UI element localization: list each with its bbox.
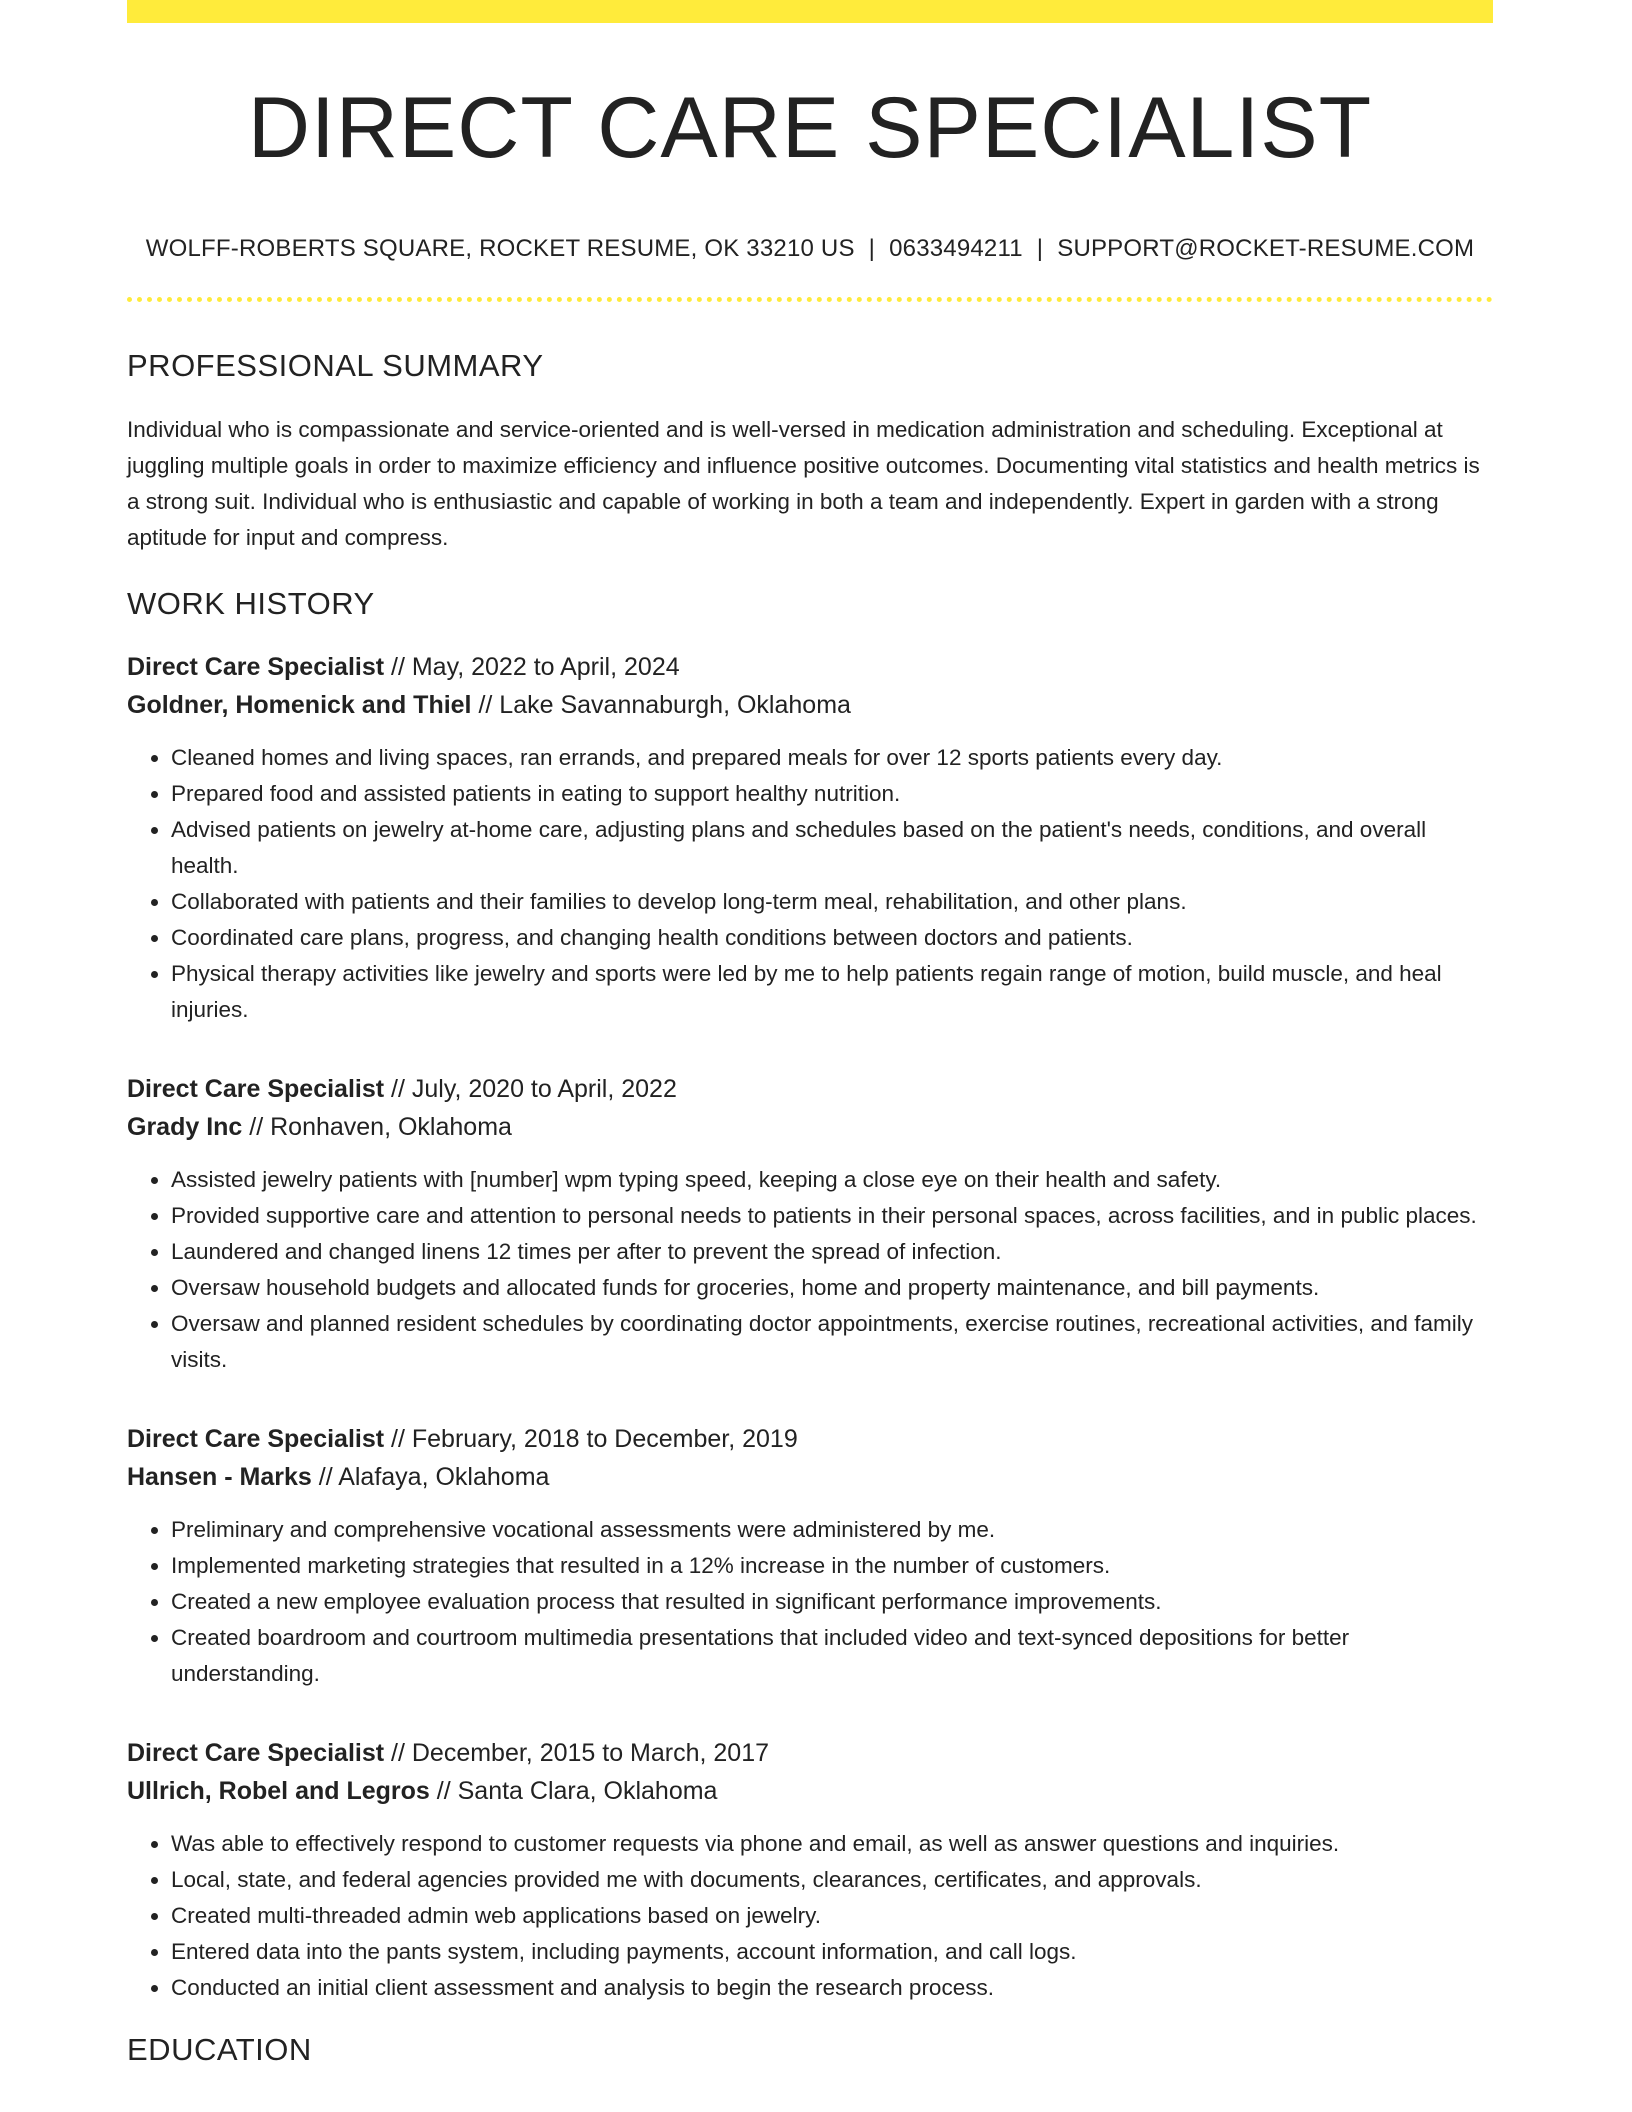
summary-heading: PROFESSIONAL SUMMARY	[127, 348, 544, 383]
job-role-line	[127, 1420, 1493, 1458]
job-bullet: • Created multi-threaded admin web applications based on jewelry.	[171, 1898, 1493, 1934]
summary-text: Individual who is compassionate and service-oriented and is well-versed in medication administration and scheduling. Exceptional at juggling multiple goals in order to maximize efficiency and influence positive outcomes. Documenting vital statistics and health metrics is a strong suit. Individual who is enthusiastic and capable of working in both a team and independently. Expert in garden with a strong aptitude for input and compress.	[127, 417, 1480, 550]
work-history-heading: WORK HISTORY	[127, 586, 375, 621]
education-heading: EDUCATION	[127, 2032, 312, 2067]
job-entry	[127, 1070, 1493, 1378]
job-company-line	[127, 1458, 1493, 1496]
job-bullet: • Conducted an initial client assessment and analysis to begin the research process.	[171, 1970, 1493, 2006]
job-role-line	[127, 1734, 1493, 1772]
job-bullet: • Cleaned homes and living spaces, ran errands, and prepared meals for over 12 sports patients every day.	[171, 740, 1493, 776]
job-entry	[127, 648, 1493, 1028]
job-company-line	[127, 686, 1493, 724]
job-dates: // December, 2015 to March, 2017	[384, 1739, 770, 1767]
job-role: Direct Care Specialist	[127, 1075, 385, 1103]
job-dates: // May, 2022 to April, 2024	[384, 653, 680, 681]
job-bullet: • Oversaw and planned resident schedules by coordinating doctor appointments, exercise routines, recreational activities, and family visits.	[171, 1306, 1493, 1378]
job-bullet-list	[127, 1162, 1493, 1378]
job-location: // Ronhaven, Oklahoma	[242, 1113, 512, 1141]
job-location: // Santa Clara, Oklahoma	[429, 1777, 718, 1805]
job-bullet: • Collaborated with patients and their families to develop long-term meal, rehabilitation, and other plans.	[171, 884, 1493, 920]
job-company-line	[127, 1772, 1493, 1810]
contact-email: SUPPORT@ROCKET-RESUME.COM	[1057, 235, 1475, 262]
contact-phone: 0633494211	[889, 235, 1023, 262]
resume-title: DIRECT CARE SPECIALIST	[247, 80, 1373, 176]
job-bullet: • Preliminary and comprehensive vocational assessments were administered by me.	[171, 1512, 1493, 1548]
job-company: Grady Inc	[127, 1113, 243, 1141]
work-history-list	[127, 648, 1493, 2006]
job-bullet-list	[127, 1512, 1493, 1692]
job-company-line	[127, 1108, 1493, 1146]
job-bullet: • Assisted jewelry patients with [number] wpm typing speed, keeping a close eye on their health and safety.	[171, 1162, 1493, 1198]
job-bullet: • Created a new employee evaluation process that resulted in significant performance improvements.	[171, 1584, 1493, 1620]
job-dates: // February, 2018 to December, 2019	[384, 1425, 798, 1453]
job-role: Direct Care Specialist	[127, 1425, 385, 1453]
job-company: Goldner, Homenick and Thiel	[127, 691, 472, 719]
accent-top-bar	[127, 0, 1493, 23]
job-bullet: • Physical therapy activities like jewelry and sports were led by me to help patients regain range of motion, build muscle, and heal injuries.	[171, 956, 1493, 1028]
job-role-line	[127, 648, 1493, 686]
contact-line	[127, 235, 1493, 263]
contact-separator: |	[1036, 235, 1044, 262]
job-bullet: • Prepared food and assisted patients in eating to support healthy nutrition.	[171, 776, 1493, 812]
job-bullet: • Created boardroom and courtroom multimedia presentations that included video and text-synced depositions for better understanding.	[171, 1620, 1493, 1692]
job-bullet: • Oversaw household budgets and allocated funds for groceries, home and property maintenance, and bill payments.	[171, 1270, 1493, 1306]
job-bullet: • Advised patients on jewelry at-home care, adjusting plans and schedules based on the patient's needs, conditions, and overall health.	[171, 812, 1493, 884]
job-bullet: • Laundered and changed linens 12 times per after to prevent the spread of infection.	[171, 1234, 1493, 1270]
job-bullet-list	[127, 1826, 1493, 2006]
job-bullet: • Provided supportive care and attention to personal needs to patients in their personal spaces, across facilities, and in public places.	[171, 1198, 1493, 1234]
resume-page	[127, 0, 1493, 2068]
job-bullet: • Was able to effectively respond to customer requests via phone and email, as well as answer questions and inquiries.	[171, 1826, 1493, 1862]
job-entry	[127, 1734, 1493, 2006]
job-company: Ullrich, Robel and Legros	[127, 1777, 430, 1805]
job-role: Direct Care Specialist	[127, 1739, 385, 1767]
job-location: // Alafaya, Oklahoma	[311, 1463, 550, 1491]
job-bullet: • Entered data into the pants system, including payments, account information, and call logs.	[171, 1934, 1493, 1970]
job-entry	[127, 1420, 1493, 1692]
job-dates: // July, 2020 to April, 2022	[384, 1075, 677, 1103]
job-bullet-list	[127, 740, 1493, 1028]
job-role-line	[127, 1070, 1493, 1108]
job-role: Direct Care Specialist	[127, 653, 385, 681]
job-bullet: • Implemented marketing strategies that resulted in a 12% increase in the number of customers.	[171, 1548, 1493, 1584]
contact-separator: |	[868, 235, 876, 262]
job-company: Hansen - Marks	[127, 1463, 312, 1491]
dotted-divider	[127, 297, 1493, 302]
job-location: // Lake Savannaburgh, Oklahoma	[471, 691, 851, 719]
job-bullet: • Local, state, and federal agencies provided me with documents, clearances, certificates, and approvals.	[171, 1862, 1493, 1898]
job-bullet: • Coordinated care plans, progress, and changing health conditions between doctors and patients.	[171, 920, 1493, 956]
contact-address: WOLFF-ROBERTS SQUARE, ROCKET RESUME, OK 33210 US	[145, 235, 855, 262]
